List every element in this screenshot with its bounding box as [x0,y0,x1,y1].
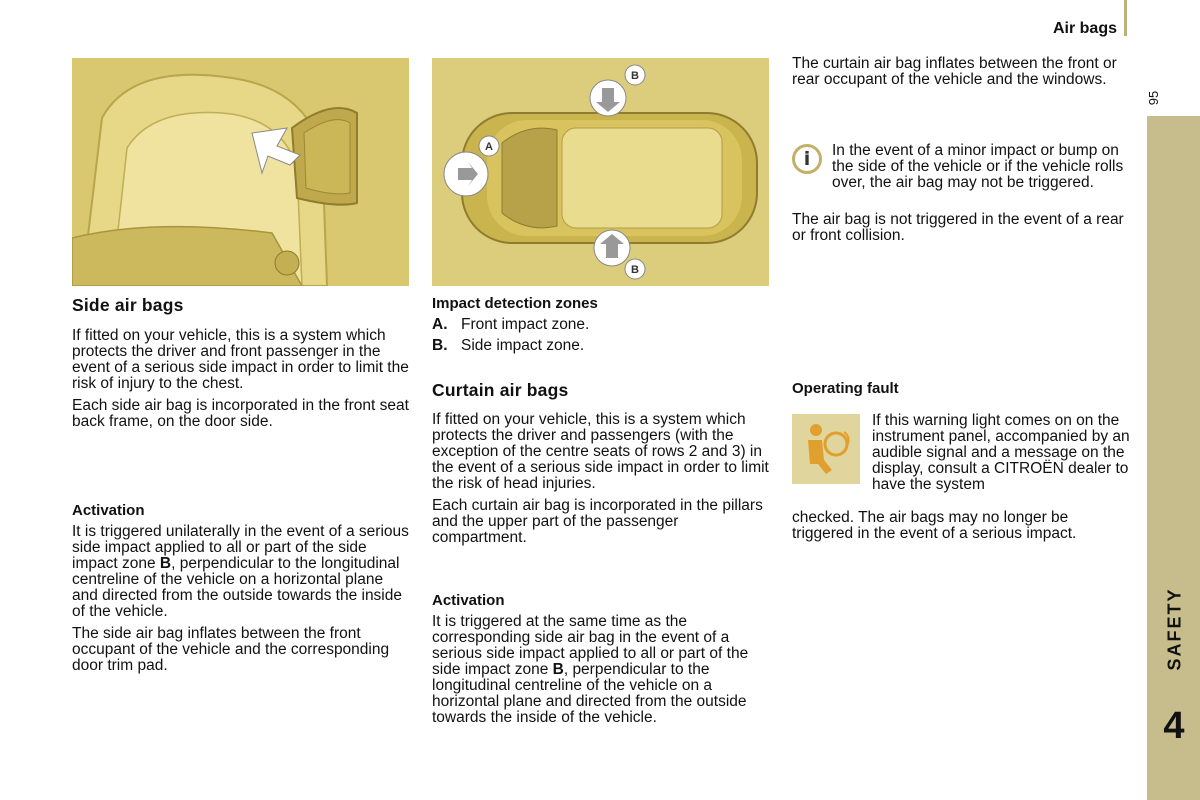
no-trigger-text: The air bag is not triggered in the event of a rear or front collision. [792,211,1124,244]
section-label: SAFETY [1164,587,1185,671]
page-header-title: Air bags [1052,20,1117,37]
fault-text-side: If this warning light comes on on the instrument panel, accompanied by an audible signal and a message on the display, consult a CITROËN dealer to have the system [872,412,1130,493]
zone-item-a: A. Front impact zone. [432,316,590,333]
zone-item-b: B. Side impact zone. [432,337,585,354]
curtain-airbags-p1: If fitted on your vehicle, this is a system which protects the driver and passengers (with the exception of the centre seats of rows 2 and 3) in the event of a serious side impact in order to limit the risk of head injuries. [432,411,769,492]
chapter-sidebar [1147,116,1200,800]
page-number: 95 [1146,90,1161,106]
side-activation-p3: It is triggered unilaterally in the event of a serious side impact applied to all or part of the side impact zone B, perpendicular to the longitudinal centreline of the vehicle on a horizontal plane and directed from the outside towards the inside of the vehicle. [72,523,409,620]
impact-zones-heading: Impact detection zones [432,295,598,312]
side-airbags-body [72,328,412,436]
airbag-warning-light-icon [792,414,860,484]
curtain-airbags-body [432,412,772,552]
chapter-number: 4 [1163,705,1185,747]
side-airbags-heading: Side air bags [72,295,184,315]
header-divider [1124,0,1127,36]
impact-zones-list [432,317,772,359]
fault-text-below: checked. The air bags may no longer be triggered in the event of a serious impact. [792,509,1077,542]
figure-label-b-top: B [631,70,639,82]
car-top-view-figure [432,58,769,286]
figure-label-b-bottom: B [631,264,639,276]
curtain-inflation-text [792,56,1132,94]
curtain-activation-body [432,614,772,732]
curtain-airbags-heading: Curtain air bags [432,380,569,400]
curtain-inflation-p1: The curtain air bag inflates between the front or rear occupant of the vehicle and the windows. [792,55,1117,88]
side-activation-body [72,524,412,680]
curtain-activation-p3: It is triggered at the same time as the corresponding side air bag in the event of a serious side impact applied to all or part of the side impact zone B, perpendicular to the longitudinal centreline of the vehicle on a horizontal plane and directed from the outside towards the inside of the vehicle. [432,613,749,726]
info-note: In the event of a minor impact or bump on the side of the vehicle or if the vehicle rolls over, the air bag may not be triggered. [832,142,1124,191]
seat-airbag-figure [72,58,409,286]
operating-fault-heading: Operating fault [792,380,899,397]
curtain-activation-heading: Activation [432,592,505,609]
side-activation-p4: The side air bag inflates between the front occupant of the vehicle and the corresponding door trim pad. [72,625,390,674]
side-airbags-p2: Each side air bag is incorporated in the front seat back frame, on the door side. [72,397,409,430]
side-activation-heading: Activation [72,502,145,519]
curtain-airbags-p2: Each curtain air bag is incorporated in the pillars and the upper part of the passenger compartment. [432,497,763,546]
info-icon: i [792,144,822,174]
figure-label-a: A [485,141,493,153]
side-airbags-p1: If fitted on your vehicle, this is a system which protects the driver and front passenger in the event of a serious side impact in order to limit the risk of injury to the chest. [72,327,409,392]
